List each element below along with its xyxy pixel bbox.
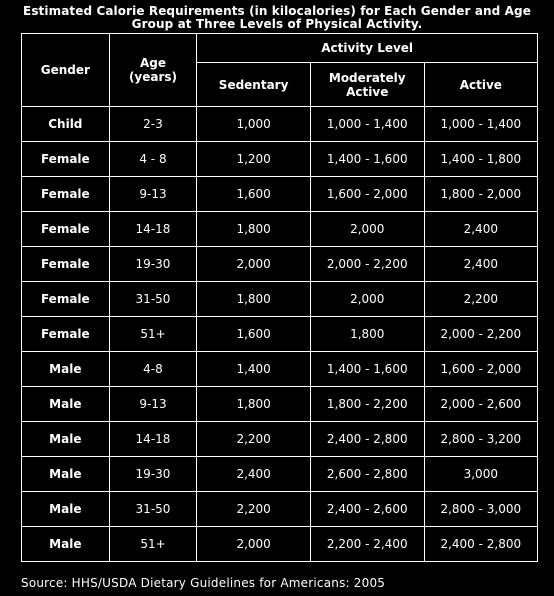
cell-sedentary: 1,600: [197, 177, 311, 212]
cell-active: 2,400 - 2,800: [424, 527, 537, 562]
cell-gender: Female: [22, 142, 110, 177]
cell-sedentary: 1,400: [197, 352, 311, 387]
cell-age: 4-8: [109, 352, 197, 387]
cell-gender: Male: [22, 387, 110, 422]
cell-moderately-active: 2,000 - 2,200: [310, 247, 424, 282]
cell-age: 31-50: [109, 282, 197, 317]
cell-gender: Female: [22, 212, 110, 247]
cell-gender: Child: [22, 107, 110, 142]
cell-sedentary: 1,800: [197, 282, 311, 317]
table-row: [22, 492, 538, 527]
cell-sedentary: 2,000: [197, 247, 311, 282]
cell-moderately-active: 1,800: [310, 317, 424, 352]
cell-active: 1,800 - 2,000: [424, 177, 537, 212]
header-activity-level: Activity Level: [197, 34, 538, 63]
table-row: [22, 107, 538, 142]
table-title-line-2: Group at Three Levels of Physical Activity.: [131, 17, 423, 31]
cell-moderately-active: 2,400 - 2,800: [310, 422, 424, 457]
cell-moderately-active: 2,200 - 2,400: [310, 527, 424, 562]
cell-active: 2,800 - 3,000: [424, 492, 537, 527]
cell-moderately-active: 1,800 - 2,200: [310, 387, 424, 422]
cell-sedentary: 1,600: [197, 317, 311, 352]
cell-age: 19-30: [109, 457, 197, 492]
cell-moderately-active: 1,400 - 1,600: [310, 352, 424, 387]
cell-moderately-active: 1,000 - 1,400: [310, 107, 424, 142]
cell-gender: Female: [22, 317, 110, 352]
header-age-line-2: (years): [128, 70, 178, 84]
header-moderately-line-1: Moderately: [328, 70, 406, 85]
cell-sedentary: 2,400: [197, 457, 311, 492]
cell-sedentary: 1,800: [197, 387, 311, 422]
cell-moderately-active: 1,400 - 1,600: [310, 142, 424, 177]
cell-gender: Female: [22, 177, 110, 212]
table-row: [22, 177, 538, 212]
header-gender: Gender: [22, 34, 110, 107]
cell-sedentary: 2,200: [197, 492, 311, 527]
table-row: [22, 282, 538, 317]
cell-gender: Male: [22, 457, 110, 492]
cell-active: 1,400 - 1,800: [424, 142, 537, 177]
cell-sedentary: 1,000: [197, 107, 311, 142]
cell-gender: Male: [22, 492, 110, 527]
table-row: [22, 317, 538, 352]
cell-active: 1,600 - 2,000: [424, 352, 537, 387]
cell-moderately-active: 2,000: [310, 282, 424, 317]
header-sedentary: Sedentary: [197, 63, 311, 107]
table-row: [22, 352, 538, 387]
cell-age: 19-30: [109, 247, 197, 282]
table-row: [22, 422, 538, 457]
source-note: Source: HHS/USDA Dietary Guidelines for Americans: 2005: [21, 576, 386, 590]
cell-age: 9-13: [109, 387, 197, 422]
cell-moderately-active: 2,000: [310, 212, 424, 247]
cell-sedentary: 2,000: [197, 527, 311, 562]
cell-active: 2,000 - 2,200: [424, 317, 537, 352]
cell-active: 3,000: [424, 457, 537, 492]
calorie-requirements-table: [21, 33, 538, 562]
header-age: [109, 34, 197, 107]
cell-active: 1,000 - 1,400: [424, 107, 537, 142]
cell-gender: Female: [22, 282, 110, 317]
cell-age: 51+: [109, 317, 197, 352]
header-active: Active: [424, 63, 537, 107]
cell-age: 14-18: [109, 422, 197, 457]
cell-active: 2,000 - 2,600: [424, 387, 537, 422]
table-row: [22, 387, 538, 422]
cell-moderately-active: 2,600 - 2,800: [310, 457, 424, 492]
cell-gender: Male: [22, 527, 110, 562]
table-title: [0, 5, 554, 31]
cell-gender: Female: [22, 247, 110, 282]
cell-age: 14-18: [109, 212, 197, 247]
table-row: [22, 457, 538, 492]
cell-age: 4 - 8: [109, 142, 197, 177]
header-moderately-active: [310, 63, 424, 107]
cell-age: 51+: [109, 527, 197, 562]
cell-active: 2,200: [424, 282, 537, 317]
header-moderately-line-2: Active: [346, 84, 389, 99]
cell-moderately-active: 2,400 - 2,600: [310, 492, 424, 527]
cell-gender: Male: [22, 352, 110, 387]
cell-age: 31-50: [109, 492, 197, 527]
table-row: [22, 247, 538, 282]
cell-gender: Male: [22, 422, 110, 457]
cell-moderately-active: 1,600 - 2,000: [310, 177, 424, 212]
cell-active: 2,800 - 3,200: [424, 422, 537, 457]
cell-age: 2-3: [109, 107, 197, 142]
cell-sedentary: 1,200: [197, 142, 311, 177]
table-title-line-1: Estimated Calorie Requirements (in kilocalories) for Each Gender and Age: [23, 4, 531, 18]
table-row: [22, 212, 538, 247]
cell-age: 9-13: [109, 177, 197, 212]
table-row: [22, 142, 538, 177]
cell-active: 2,400: [424, 247, 537, 282]
table-row: [22, 527, 538, 562]
cell-sedentary: 1,800: [197, 212, 311, 247]
cell-active: 2,400: [424, 212, 537, 247]
cell-sedentary: 2,200: [197, 422, 311, 457]
header-age-line-1: Age: [139, 56, 166, 70]
